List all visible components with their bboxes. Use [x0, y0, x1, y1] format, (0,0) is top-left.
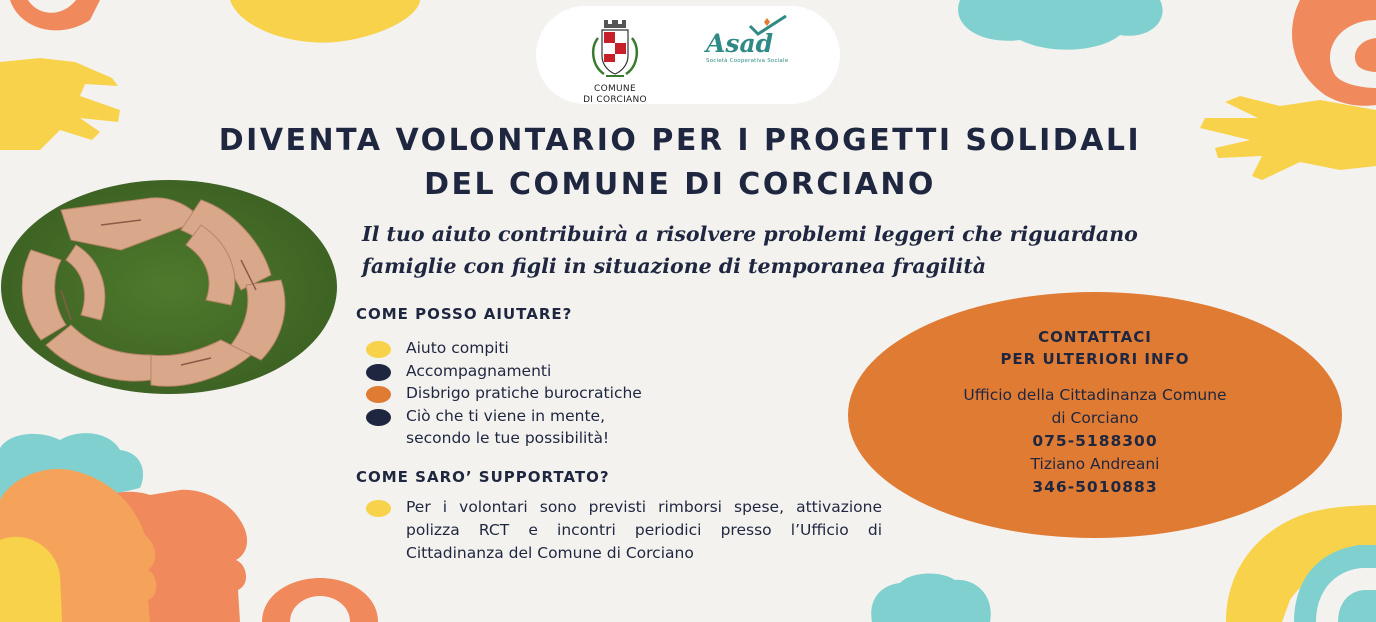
support-text: Per i volontari sono previsti rimborsi spese, attivazione polizza RCT e incontri periodici presso l’Ufficio di Cittadinanza del Comune di Corciano [406, 498, 882, 562]
coral-rings-top-right [1292, 0, 1376, 106]
yellow-hand-left [0, 58, 120, 150]
contact-person: Tiziano Andreani [1030, 455, 1160, 473]
bullet-dot [366, 500, 391, 517]
list-item-text: Ciò che ti viene in mente, [406, 406, 606, 425]
contact-heading-line1: CONTATTACI [1038, 328, 1152, 346]
bullet-dot [366, 409, 391, 426]
bullet-dot [366, 364, 391, 381]
comune-label-line2: DI CORCIANO [583, 95, 647, 105]
help-list [366, 337, 642, 450]
teal-cloud-bottom-left [0, 433, 143, 520]
teal-rings-bottom-right [1294, 545, 1376, 622]
yellow-blob-top [230, 0, 420, 43]
coral-swirl-top-left [10, 0, 100, 30]
title-line1: DIVENTA VOLONTARIO PER I PROGETTI SOLIDALI [218, 123, 1142, 158]
asad-check-icon [706, 14, 816, 40]
list-item-text: Aiuto compiti [406, 339, 509, 357]
title-line2: DEL COMUNE DI CORCIANO [424, 167, 936, 202]
bullet-dot [366, 386, 391, 403]
list-item [366, 360, 642, 383]
asad-name: Asad [706, 29, 774, 58]
phone-office[interactable]: 075-5188300 [1032, 432, 1158, 450]
bullet-dot [366, 341, 391, 358]
subtitle-line2: famiglie con figli in situazione di temporanea fragilità [362, 254, 987, 278]
yellow-arch-bottom-right [1226, 505, 1376, 622]
comune-label-line1: COMUNE [594, 84, 636, 94]
office-line2: di Corciano [1051, 409, 1139, 427]
contact-heading-line2: PER ULTERIORI INFO [1000, 350, 1190, 368]
comune-logo [570, 18, 660, 106]
coral-ring-bottom [262, 578, 378, 622]
list-item-text: Accompagnamenti [406, 361, 552, 380]
phone-person[interactable]: 346-5010883 [1032, 478, 1158, 496]
comune-crest-icon [584, 18, 646, 80]
office-line1: Ufficio della Cittadinanza Comune [963, 386, 1227, 404]
help-heading: COME POSSO AIUTARE? [356, 305, 573, 323]
asad-subtitle: Società Cooperativa Sociale [706, 58, 789, 64]
people-silhouettes [0, 469, 247, 622]
list-item [366, 382, 642, 405]
subtitle-line1: Il tuo aiuto contribuirà a risolvere problemi leggeri che riguardano [362, 222, 1138, 246]
asad-logo [706, 30, 816, 64]
list-item-text: Disbrigo pratiche burocratiche [406, 384, 642, 402]
teal-cloud-bottom [871, 574, 991, 622]
teal-cloud-top-right [958, 0, 1163, 50]
list-item [366, 337, 642, 360]
subtitle [362, 218, 1302, 282]
hands-photo [1, 180, 337, 394]
contact-block [848, 326, 1342, 499]
list-item-text-line2: secondo le tue possibilità! [406, 429, 610, 447]
list-item [366, 405, 642, 450]
support-heading: COME SARO’ SUPPORTATO? [356, 468, 610, 486]
yellow-hand-right [1200, 96, 1376, 180]
